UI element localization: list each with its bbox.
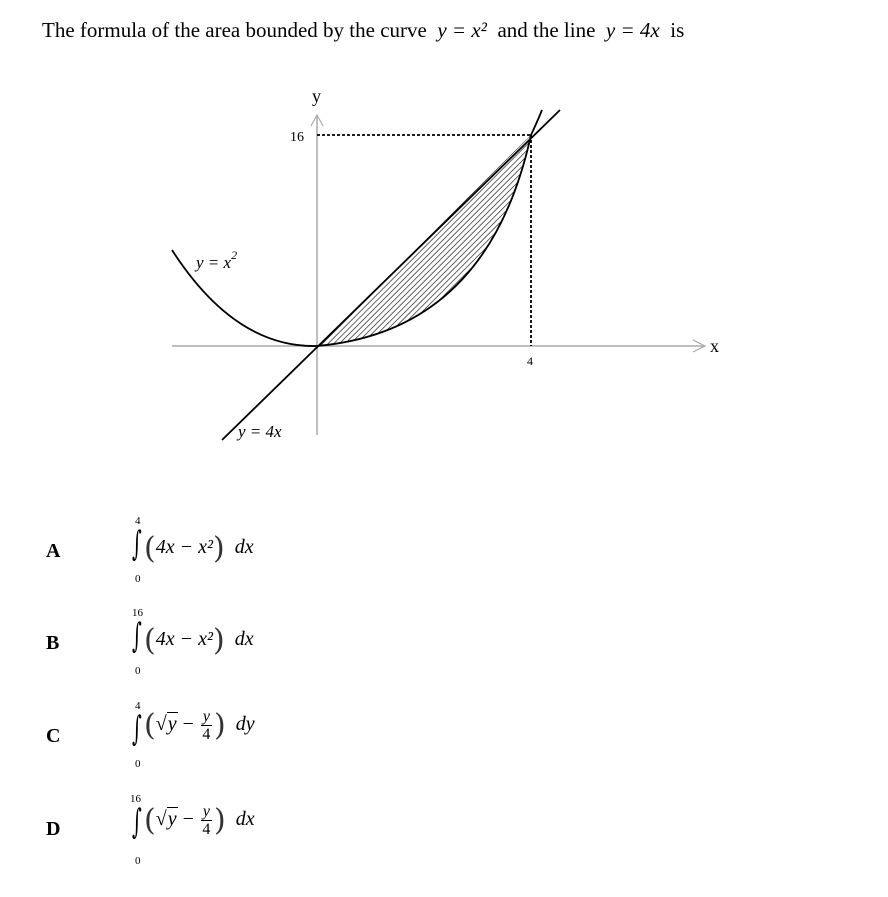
- integral-sign: ∫: [132, 802, 142, 842]
- integral-sign: ∫: [132, 616, 142, 656]
- upper-limit: 4: [135, 700, 141, 712]
- upper-limit: 16: [132, 607, 143, 619]
- x-axis-label: x: [710, 336, 719, 356]
- question-tail: is: [670, 18, 685, 42]
- option-d[interactable]: [0, 793, 888, 873]
- integrand: (4x − x²) dx: [144, 531, 254, 566]
- lower-limit: 0: [135, 758, 141, 770]
- curve-label: $y = x^2$: [196, 248, 238, 272]
- y-tick-16: 16: [290, 130, 304, 145]
- curve-equation: y = x²: [437, 18, 487, 42]
- line-equation: y = 4x: [605, 18, 660, 42]
- area-graph: [150, 80, 750, 460]
- question-stem: [42, 18, 684, 43]
- option-a[interactable]: [0, 515, 888, 595]
- shaded-region: [317, 135, 531, 346]
- integrand: (√y − $\frac{y}{4}$ ) dy: [144, 708, 255, 743]
- line-label: y = 4x: [238, 422, 282, 441]
- option-c[interactable]: [0, 700, 888, 780]
- option-b[interactable]: [0, 607, 888, 687]
- integral-sign: ∫: [132, 524, 142, 564]
- question-joiner: and the line: [497, 18, 596, 42]
- option-letter: B: [46, 632, 60, 654]
- integrand: (√y − $\frac{y}{4}$ ) dx: [144, 803, 255, 838]
- option-letter: A: [46, 540, 61, 562]
- lower-limit: 0: [135, 665, 141, 677]
- y-axis-label: y: [312, 86, 321, 106]
- option-letter: D: [46, 818, 61, 840]
- upper-limit: 4: [135, 515, 141, 527]
- integral-sign: ∫: [132, 709, 142, 749]
- line-4x: [222, 110, 560, 440]
- question-text: The formula of the area bounded by the curve: [42, 18, 427, 42]
- option-letter: C: [46, 725, 61, 747]
- upper-limit: 16: [130, 793, 141, 805]
- lower-limit: 0: [135, 573, 141, 585]
- x-tick-4: 4: [527, 354, 533, 368]
- lower-limit: 0: [135, 855, 141, 867]
- integrand: (4x − x²) dx: [144, 623, 254, 658]
